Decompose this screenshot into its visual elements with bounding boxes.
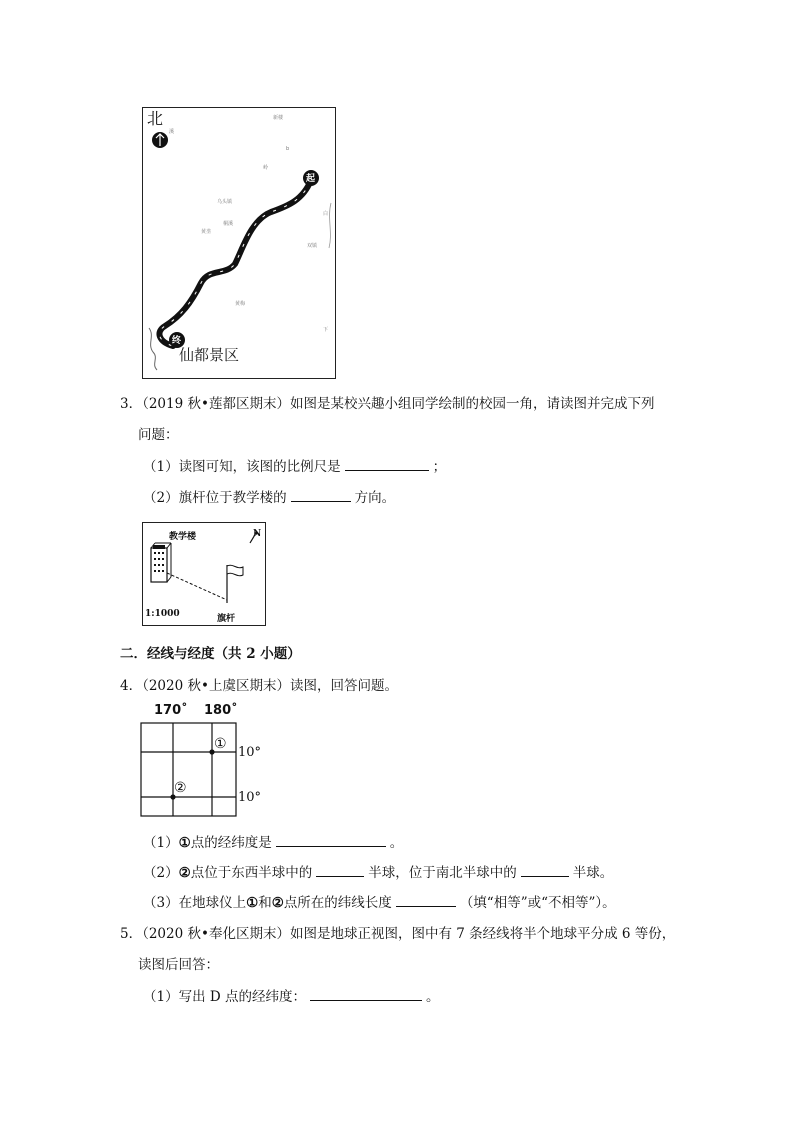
q4-sub2-text: 点位于东西半球中的: [190, 865, 313, 881]
q5-sub1-answer-blank[interactable]: [310, 986, 422, 1001]
building-label: 教学楼: [169, 532, 197, 542]
q4-sub1-text: 点的经纬度是: [190, 835, 272, 851]
q4-sub2-prefix: （2）: [143, 865, 179, 881]
q5-source: （2020 秋•奉化区期末）: [142, 926, 290, 942]
point-2-marker: ②: [174, 780, 187, 796]
point-1-marker: ①: [214, 736, 227, 752]
point-1-symbol: ①: [246, 895, 259, 911]
q5-sub1: [143, 986, 440, 1007]
q3-number: 3．: [120, 396, 143, 412]
route-map-figure: [142, 107, 336, 379]
q4-sub3: [143, 892, 616, 913]
q3-sub1-end: ；: [432, 459, 447, 475]
q5-sub1-end: 。: [426, 989, 440, 1005]
point-2-symbol: ②: [178, 865, 191, 881]
place-label: 溪: [169, 129, 175, 135]
place-label: 乌头镇: [217, 199, 233, 205]
point-1-symbol: ①: [178, 835, 191, 851]
point-2-symbol: ②: [271, 895, 284, 911]
q4-sub1-end: 。: [389, 835, 404, 851]
q4-number: 4．: [120, 678, 143, 694]
scenic-area-label: 仙都景区: [179, 346, 240, 364]
q3-sub2-answer-blank[interactable]: [291, 487, 351, 502]
q4-sub1-prefix: （1）: [143, 835, 179, 851]
scale-label: 1:1000: [145, 609, 180, 619]
q4-sub2: [143, 862, 613, 883]
q3-sub2: [143, 487, 395, 508]
q3-stem-text: 如图是某校兴趣小组同学绘制的校园一角，请读图并完成下列: [289, 396, 655, 412]
q4-sub3-answer-blank[interactable]: [396, 892, 456, 907]
q5-stem-line2: 读图后回答：: [138, 957, 219, 973]
q4-source: （2020 秋•上虞区期末）: [142, 678, 290, 694]
q3-sub1: [143, 456, 446, 477]
q4-sub2-end: 半球。: [572, 865, 614, 881]
place-label: b: [286, 146, 290, 152]
lat-label-lower: 10°: [238, 790, 262, 805]
end-marker-label: 终: [172, 336, 182, 346]
q3-sub1-answer-blank[interactable]: [345, 456, 429, 471]
place-label: 黄梅: [235, 301, 246, 307]
place-label: 白: [323, 211, 329, 217]
q4-sub3-end: （填“相等”或“不相等”）。: [459, 895, 616, 911]
q4-sub3-and: 和: [258, 895, 272, 911]
q4-sub2-answer-blank-2[interactable]: [521, 862, 569, 877]
start-marker-label: 起: [306, 174, 316, 184]
q4-sub1-answer-blank[interactable]: [276, 832, 386, 847]
north-label: 北: [147, 109, 164, 128]
lat-label-upper: 10°: [238, 745, 262, 760]
q4-stem-text: 读图，回答问题。: [289, 678, 398, 694]
q4-sub1: [143, 832, 403, 853]
q3-stem-line1: [120, 394, 654, 414]
place-label: 黄垄: [201, 229, 212, 235]
section-title: 二．经线与经度（共 2 小题）: [120, 646, 301, 662]
q4-sub2-answer-blank-1[interactable]: [316, 862, 364, 877]
q3-sub1-label: （1）读图可知，该图的比例尺是: [143, 459, 341, 475]
q4-sub2-text2: 半球，位于南北半球中的: [368, 865, 517, 881]
north-label: N: [253, 529, 262, 539]
q3-sub2-end: 方向。: [354, 490, 396, 506]
q4-sub3-text: 点所在的纬线长度: [283, 895, 392, 911]
q4-stem: [120, 676, 398, 696]
q5-sub1-label: （1）写出 D 点的经纬度：: [143, 989, 306, 1005]
q4-sub3-prefix: （3）在地球仪上: [143, 895, 247, 911]
q3-source: （2019 秋•莲都区期末）: [142, 396, 290, 412]
place-label: 桐溪: [223, 221, 234, 227]
place-label: 双镇: [307, 243, 318, 249]
lon-label-180: 180˚: [204, 703, 238, 718]
q5-stem-line1: [120, 924, 675, 944]
q3-stem-line2: 问题：: [138, 427, 179, 443]
q5-stem-text: 如图是地球正视图，图中有 7 条经线将半个地球平分成 6 等份，: [289, 926, 676, 942]
place-label: 下: [323, 327, 329, 333]
place-label: 岭: [263, 165, 269, 171]
q3-sub2-label: （2）旗杆位于教学楼的: [143, 490, 287, 506]
q5-number: 5．: [120, 926, 143, 942]
place-label: 新楼: [273, 115, 284, 121]
lat-lon-grid-figure: [140, 703, 270, 818]
flagpole-label: 旗杆: [217, 614, 236, 624]
lon-label-170: 170˚: [154, 703, 188, 718]
campus-figure: [142, 522, 266, 626]
